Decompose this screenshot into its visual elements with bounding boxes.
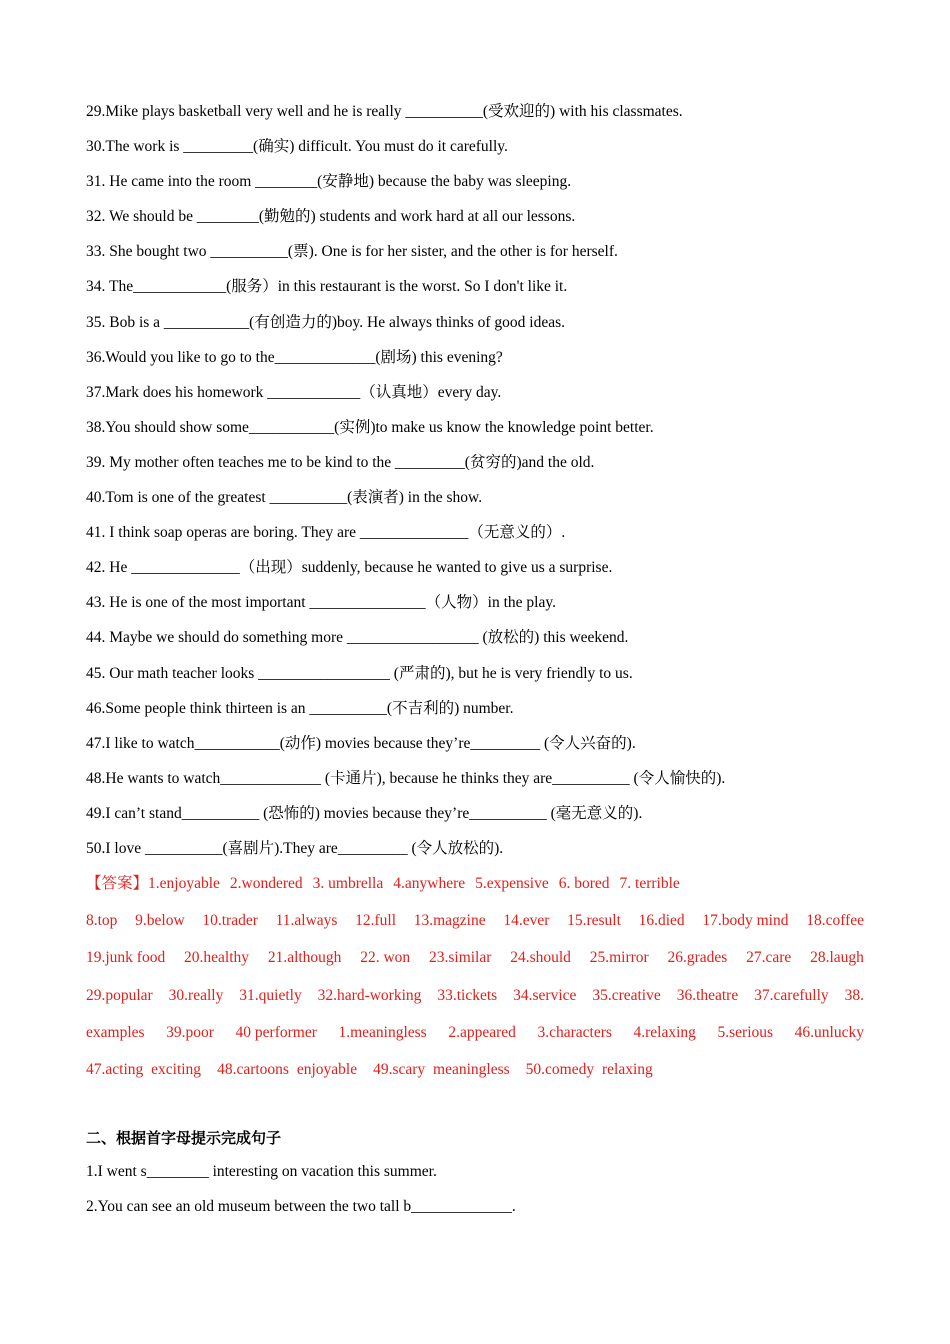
section-2-item: 2.You can see an old museum between the two tall b_____________. [86,1198,516,1215]
answer-item: 24.should [510,949,571,967]
answer-item: 36.theatre [676,986,739,1004]
answer-line [86,909,864,946]
answer-item: 21.although [267,949,342,967]
answer-item: 13.magzine [413,912,486,930]
answer-line [86,872,864,909]
question-item: 40.Tom is one of the greatest __________(表演者) in the show. [86,489,483,507]
answer-item: 7. terrible [619,875,680,892]
answer-item: 35.creative [592,986,661,1004]
answer-item: 14.ever [503,912,550,930]
answer-item: 39.poor [166,1023,214,1041]
answer-line [86,946,864,983]
answer-item: 1.enjoyable [148,875,220,892]
answer-item: 50.comedy relaxing [525,1060,653,1078]
question-item: 49.I can’t stand__________ (恐怖的) movies because they’re__________ (毫无意义的). [86,804,643,822]
answer-item: 3. umbrella [312,875,384,892]
answer-item: 49.scary meaningless [373,1060,510,1078]
answer-item: 29.popular [86,986,153,1004]
answer-item: 27.care [746,949,792,967]
answer-item: 47.acting exciting [86,1060,202,1078]
answer-item: 23.similar [428,949,492,967]
answer-item: 40 performer [235,1023,317,1041]
question-item: 31. He came into the room ________(安静地) because the baby was sleeping. [86,173,572,191]
answer-item: 4.anywhere [393,875,466,892]
answer-line [86,1058,864,1095]
question-item: 43. He is one of the most important _______________（人物）in the play. [86,594,556,612]
answer-key [86,872,864,1095]
answer-item: 28.laugh [810,949,864,967]
answer-item: 3.characters [537,1023,612,1041]
answer-item: 10.trader [202,912,258,930]
answer-item: 31.quietly [239,986,302,1004]
question-item: 47.I like to watch___________(动作) movies because they’re_________ (令人兴奋的). [86,734,636,752]
question-item: 50.I love __________(喜剧片).They are_________ (令人放松的). [86,839,504,857]
question-item: 29.Mike plays basketball very well and he is really __________(受欢迎的) with his classmates. [86,103,683,120]
answer-item: 32.hard-working [317,986,422,1004]
answer-item: 18.coffee [806,912,864,930]
answer-item: 11.always [275,912,338,930]
answer-item: 1.meaningless [338,1023,427,1041]
question-item: 38.You should show some___________(实例)to make us know the knowledge point better. [86,418,654,436]
answer-item: 4.relaxing [633,1023,696,1041]
answer-item: 12.full [355,912,397,930]
question-item: 42. He ______________（出现）suddenly, because he wanted to give us a surprise. [86,559,613,577]
answer-item: 15.result [567,912,621,930]
answer-item: 2.wondered [229,875,303,892]
answer-item: 26.grades [667,949,728,967]
answer-item: 37.carefully [754,986,829,1004]
question-item: 34. The____________(服务）in this restaurant is the worst. So I don't like it. [86,278,568,296]
answer-item: 17.body mind [702,912,789,930]
answer-item: 38. [844,986,864,1004]
answer-item: 22. won [360,949,411,967]
answer-item: 25.mirror [589,949,649,967]
answer-item: 20.healthy [184,949,250,967]
answer-item: 19.junk food [86,949,166,967]
answer-line [86,984,864,1021]
answer-item: 46.unlucky [794,1023,864,1041]
answer-tag-group [86,872,220,909]
answer-line [86,1021,864,1058]
answer-tag: 【答案】 [86,875,149,892]
question-item: 39. My mother often teaches me to be kind to the _________(贫穷的)and the old. [86,453,595,471]
answer-item: 6. bored [558,875,610,892]
question-item: 37.Mark does his homework ____________（认真地）every day. [86,383,502,401]
section-2-title: 二、根据首字母提示完成句子 [86,1129,282,1147]
section-2-list [86,1160,516,1230]
answer-item: 5.expensive [475,875,549,892]
answer-item: 2.appeared [448,1023,516,1041]
question-item: 41. I think soap operas are boring. They are ______________（无意义的）. [86,524,566,542]
answer-item: 5.serious [717,1023,774,1041]
section-2-item: 1.I went s________ interesting on vacation this summer. [86,1163,437,1180]
question-item: 48.He wants to watch_____________ (卡通片), because he thinks they are__________ (令人愉快的). [86,769,726,787]
question-item: 36.Would you like to go to the_____________(剧场) this evening? [86,348,503,366]
answer-item: 33.tickets [437,986,498,1004]
question-item: 33. She bought two __________(票). One is for her sister, and the other is for herself. [86,243,618,261]
question-list [86,100,876,872]
question-item: 30.The work is _________(确实) difficult. You must do it carefully. [86,138,508,156]
question-item: 44. Maybe we should do something more _________________ (放松的) this weekend. [86,629,629,647]
question-item: 35. Bob is a ___________(有创造力的)boy. He always thinks of good ideas. [86,313,566,331]
answer-item: 30.really [168,986,224,1004]
answer-item: 8.top [86,912,118,930]
answer-item: 16.died [638,912,685,930]
answer-item: 48.cartoons enjoyable [217,1060,358,1078]
answer-item: 9.below [135,912,185,930]
question-item: 45. Our math teacher looks _________________ (严肃的), but he is very friendly to us. [86,664,633,682]
answer-item: examples [86,1023,145,1041]
question-item: 46.Some people think thirteen is an __________(不吉利的) number. [86,699,514,717]
answer-item: 34.service [513,986,577,1004]
question-item: 32. We should be ________(勤勉的) students and work hard at all our lessons. [86,208,576,226]
